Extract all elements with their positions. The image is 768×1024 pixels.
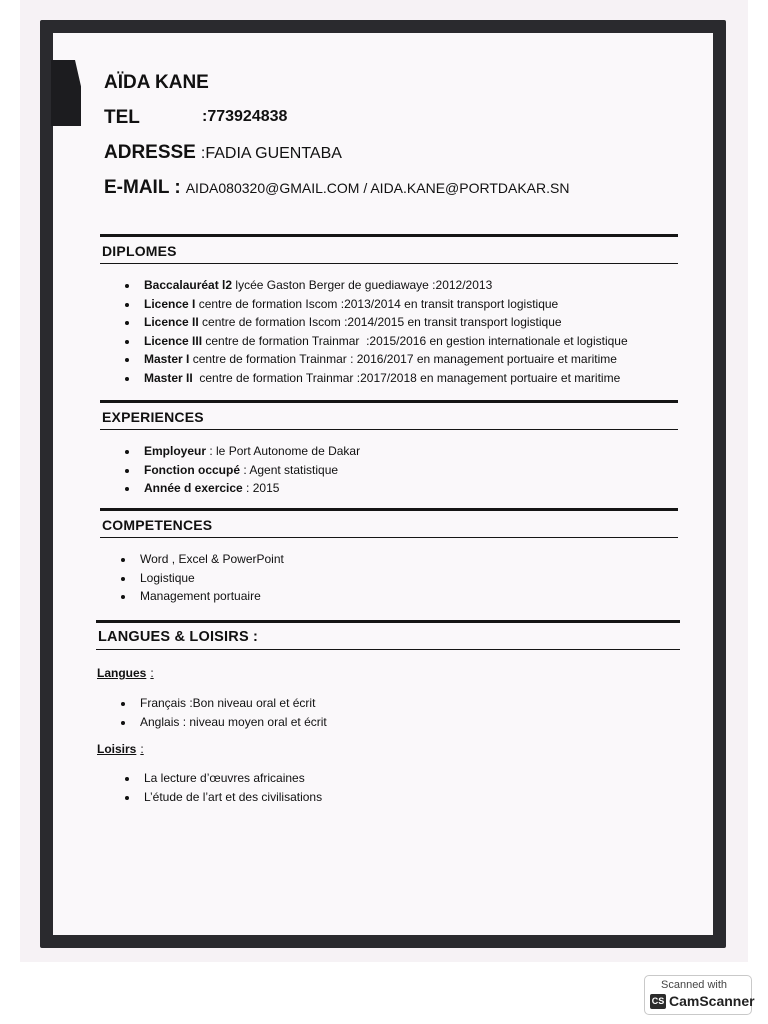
list-item <box>122 332 628 351</box>
address-label: ADRESSE <box>104 142 196 163</box>
langues-list <box>118 694 327 731</box>
item-label: Licence III <box>144 333 203 348</box>
list-item <box>122 442 360 461</box>
section-title: COMPETENCES <box>102 517 213 533</box>
section-title: LANGUES & LOISIRS : <box>98 629 259 645</box>
item-text: lycée Gaston Berger de guediawaye :2012/2013 <box>232 278 493 292</box>
item-label: Année d exercice <box>144 481 243 495</box>
camscanner-logo-icon: CS <box>650 994 666 1009</box>
email-label: E-MAIL : <box>104 177 181 198</box>
item-text: centre de formation Iscom :2014/2015 en transit transport logistique <box>198 315 562 329</box>
item-label: Licence I <box>144 296 196 311</box>
section-competences <box>100 508 678 538</box>
item-text: : le Port Autonome de Dakar <box>206 444 361 458</box>
loisirs-list <box>122 769 322 806</box>
address-line <box>104 142 342 164</box>
camscanner-watermark <box>644 975 755 1015</box>
item-label: Employeur <box>144 444 207 458</box>
item-label: Licence II <box>144 315 199 329</box>
list-item <box>122 350 628 369</box>
watermark-line1: Scanned with <box>661 979 728 991</box>
loisirs-colon: : <box>140 742 144 756</box>
diplomes-list <box>122 276 628 387</box>
item-text: : Agent statistique <box>240 462 339 477</box>
item-label: Master I <box>144 352 190 366</box>
item-text: centre de formation Iscom :2013/2014 en transit transport logistique <box>195 296 559 311</box>
loisirs-subheading <box>97 742 144 756</box>
item-text: centre de formation Trainmar :2015/2016 en gestion internationale et logistique <box>202 333 628 348</box>
competences-list <box>118 550 284 606</box>
section-experiences <box>100 400 678 430</box>
address-value: :FADIA GUENTABA <box>200 145 342 162</box>
loisirs-label: Loisirs <box>97 742 137 756</box>
list-item: Logistique <box>118 569 284 588</box>
section-title: DIPLOMES <box>102 243 177 259</box>
list-item <box>122 313 628 332</box>
langues-colon: : <box>150 666 154 680</box>
langues-label: Langues <box>97 666 147 680</box>
item-text: : 2015 <box>242 481 280 495</box>
list-item: Anglais : niveau moyen oral et écrit <box>118 713 327 732</box>
list-item <box>122 295 628 314</box>
list-item <box>122 369 628 388</box>
item-text: centre de formation Trainmar : 2016/2017 en management portuaire et maritime <box>189 352 617 366</box>
list-item <box>122 479 360 498</box>
email-line <box>104 177 569 199</box>
experiences-list <box>122 442 360 498</box>
item-label: Baccalauréat l2 <box>144 278 233 292</box>
list-item: Management portuaire <box>118 587 284 606</box>
phone-value: :773924838 <box>202 108 288 125</box>
section-langues-loisirs <box>96 620 680 650</box>
list-item: Word , Excel & PowerPoint <box>118 550 284 569</box>
list-item <box>122 461 360 480</box>
item-label: Fonction occupé <box>144 462 240 477</box>
email-value: AIDA080320@GMAIL.COM / AIDA.KANE@PORTDAKAR.SN <box>185 180 570 196</box>
list-item <box>122 276 628 295</box>
item-label: Master II <box>144 370 193 385</box>
phone-label: TEL <box>104 107 140 128</box>
list-item: La lecture d’œuvres africaines <box>122 769 322 788</box>
phone-line <box>104 107 288 129</box>
list-item: Français :Bon niveau oral et écrit <box>118 694 327 713</box>
section-title: EXPERIENCES <box>102 409 204 425</box>
candidate-name: AÏDA KANE <box>104 72 209 93</box>
watermark-brand: CamScanner <box>669 993 755 1009</box>
list-item: L’étude de l’art et des civilisations <box>122 788 322 807</box>
section-diplomes <box>100 234 678 264</box>
langues-subheading <box>97 666 154 680</box>
item-text: centre de formation Trainmar :2017/2018 en management portuaire et maritime <box>192 370 621 385</box>
